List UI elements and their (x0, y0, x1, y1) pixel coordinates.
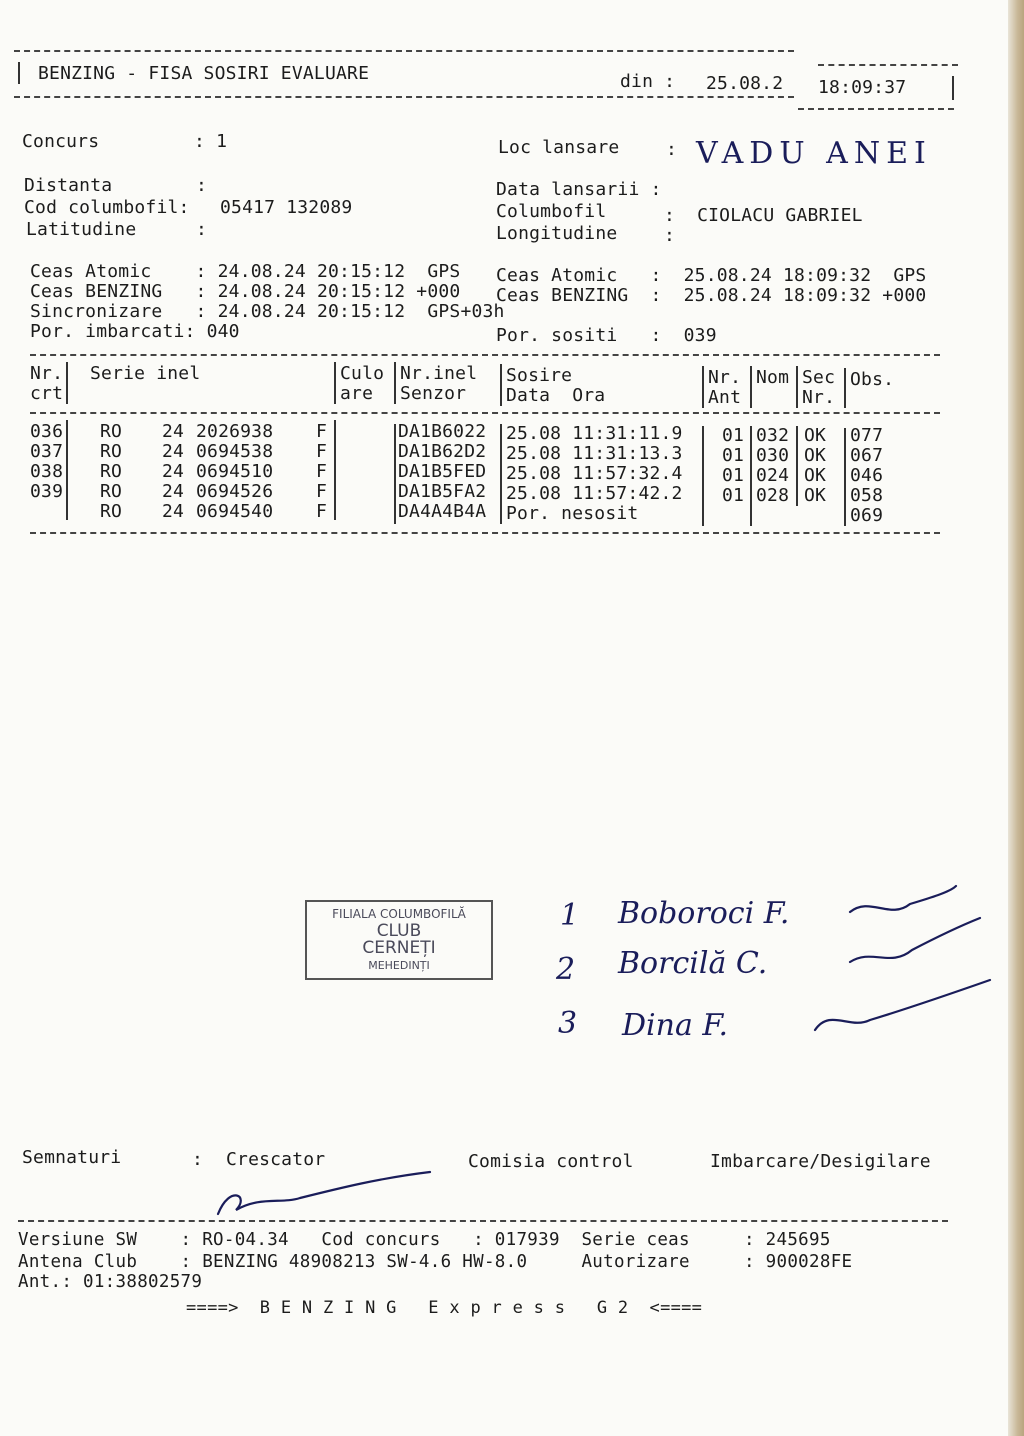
cell-tara: RO (100, 461, 123, 482)
th-ant-1: Nr. (708, 367, 742, 388)
cell-sosire: 25.08 11:31:11.9 (506, 423, 683, 444)
concurs-value: : 1 (194, 131, 228, 152)
signatures-colon: : (192, 1149, 204, 1170)
divider (18, 1220, 948, 1222)
print-date: 25.08.2 (706, 73, 784, 94)
clock-right-1: Ceas BENZING : 25.08.24 18:09:32 +000 (496, 285, 927, 306)
data-lansarii-label: Data lansarii : (496, 179, 662, 200)
latitudine-value: : (196, 219, 208, 240)
cell-obs: 058 (850, 485, 884, 506)
th-sosire-1: Sosire (506, 365, 573, 386)
cell-inel: 2026938 (196, 421, 274, 442)
cell-inel: 0694540 (196, 501, 274, 522)
longitudine-value: : (664, 225, 676, 246)
columbofil-value: : CIOLACU GABRIEL (664, 205, 863, 226)
cell-senzor: DA1B6022 (398, 421, 487, 442)
cell-nr: 036 (30, 421, 64, 442)
cell-ant: 01 (722, 445, 745, 466)
clock-right-0: Ceas Atomic : 25.08.24 18:09:32 GPS (496, 265, 927, 286)
report-title: BENZING - FISA SOSIRI EVALUARE (38, 63, 370, 84)
loc-colon: : (666, 139, 678, 160)
cell-inel: 0694538 (196, 441, 274, 462)
th-culoare-1: Culo (340, 363, 385, 384)
paper-edge (1008, 0, 1024, 1436)
cell-senzor: DA1B5FED (398, 461, 487, 482)
cell-tara: RO (100, 421, 123, 442)
cell-sec: OK (804, 445, 827, 466)
cell-nom: 030 (756, 445, 790, 466)
print-time: 18:09:37 (818, 77, 907, 98)
signature-comisia: Comisia control (468, 1151, 634, 1172)
cell-obs: 067 (850, 445, 884, 466)
cell-an: 24 (162, 481, 185, 502)
distanta-value: : (196, 175, 208, 196)
clock-left-3: Por. imbarcati: 040 (30, 321, 240, 342)
cell-sosire: 25.08 11:31:13.3 (506, 443, 683, 464)
clock-left-1: Ceas BENZING : 24.08.24 20:15:12 +000 (30, 281, 461, 302)
cell-tara: RO (100, 481, 123, 502)
cell-sec: OK (804, 425, 827, 446)
th-obs: Obs. (850, 369, 895, 390)
th-senzor-2: Senzor (400, 383, 467, 404)
cell-an: 24 (162, 461, 185, 482)
cell-inel: 0694526 (196, 481, 274, 502)
cell-ant: 01 (722, 485, 745, 506)
th-nr-1: Nr. (30, 363, 64, 384)
signature-crescator: Crescator (226, 1149, 326, 1170)
cell-tara: RO (100, 441, 123, 462)
cell-obs: 077 (850, 425, 884, 446)
concurs-label: Concurs (22, 131, 100, 152)
cell-sosire: Por. nesosit (506, 503, 639, 524)
th-sec-2: Nr. (802, 387, 836, 408)
distanta-label: Distanta (24, 175, 113, 196)
cell-sex: F (316, 481, 328, 502)
cell-sosire: 25.08 11:57:42.2 (506, 483, 683, 504)
date-label: din : (620, 71, 676, 92)
longitudine-label: Longitudine (496, 223, 618, 244)
cell-sosire: 25.08 11:57:32.4 (506, 463, 683, 484)
cell-nr: 038 (30, 461, 64, 482)
cell-ant: 01 (722, 465, 745, 486)
footer-line3: Ant.: 01:38802579 (18, 1272, 203, 1292)
th-nom: Nom (756, 367, 790, 388)
cell-senzor: DA1B62D2 (398, 441, 487, 462)
cell-obs: 046 (850, 465, 884, 486)
cell-sec: OK (804, 485, 827, 506)
cell-an: 24 (162, 441, 185, 462)
cell-nom: 024 (756, 465, 790, 486)
clock-left-0: Ceas Atomic : 24.08.24 20:15:12 GPS (30, 261, 461, 282)
cell-obs: 069 (850, 505, 884, 526)
stamp-line1: FILIALA COLUMBOFILĂ (332, 907, 466, 921)
cod-value: 05417 132089 (220, 197, 353, 218)
cell-an: 24 (162, 501, 185, 522)
footer-line1: Versiune SW : RO-04.34 Cod concurs : 017939 Serie ceas : 245695 (18, 1230, 831, 1250)
cell-nom: 028 (756, 485, 790, 506)
cell-sex: F (316, 501, 328, 522)
commission-num-2: 2 (556, 952, 576, 987)
cell-senzor: DA4A4B4A (398, 501, 487, 522)
cell-senzor: DA1B5FA2 (398, 481, 487, 502)
th-sosire-2: Data Ora (506, 385, 606, 406)
signatures-label: Semnaturi (22, 1147, 122, 1168)
loc-handwritten: VADU ANEI (696, 136, 932, 171)
th-senzor-1: Nr.inel (400, 363, 478, 384)
stamp-line4: MEHEDINȚI (368, 959, 430, 972)
signature-imbarcare: Imbarcare/Desigilare (710, 1151, 931, 1172)
cell-ant: 01 (722, 425, 745, 446)
th-nr-2: crt (30, 383, 64, 404)
cell-nr: 037 (30, 441, 64, 462)
th-culoare-2: are (340, 383, 374, 404)
clock-right-3: Por. sositi : 039 (496, 325, 717, 346)
cell-inel: 0694510 (196, 461, 274, 482)
cell-sec: OK (804, 465, 827, 486)
cell-nom: 032 (756, 425, 790, 446)
cell-sex: F (316, 441, 328, 462)
loc-label: Loc lansare (498, 137, 620, 158)
clock-left-2: Sincronizare : 24.08.24 20:15:12 GPS+03h (30, 301, 505, 322)
cell-tara: RO (100, 501, 123, 522)
commission-name-3: Dina F. (622, 1008, 729, 1043)
columbofil-label: Columbofil (496, 201, 607, 222)
th-ant-2: Ant (708, 387, 742, 408)
commission-name-2: Borcilă C. (618, 946, 768, 981)
cell-an: 24 (162, 421, 185, 442)
th-serie: Serie inel (90, 363, 201, 384)
commission-name-1: Boboroci F. (618, 896, 790, 931)
commission-num-1: 1 (560, 898, 580, 933)
th-sec-1: Sec (802, 367, 836, 388)
commission-num-3: 3 (558, 1006, 578, 1041)
cod-label: Cod columbofil: (24, 197, 190, 218)
cell-sex: F (316, 461, 328, 482)
stamp-line2: CLUB (376, 921, 422, 941)
stamp-line3: CERNEȚI (362, 938, 436, 958)
footer-banner: ====> B E N Z I N G E x p r e s s G 2 <==== (186, 1298, 703, 1318)
latitudine-label: Latitudine (26, 219, 137, 240)
cell-nr: 039 (30, 481, 64, 502)
cell-sex: F (316, 421, 328, 442)
footer-line2: Antena Club : BENZING 48908213 SW-4.6 HW-8.0 Autorizare : 900028FE (18, 1252, 853, 1272)
